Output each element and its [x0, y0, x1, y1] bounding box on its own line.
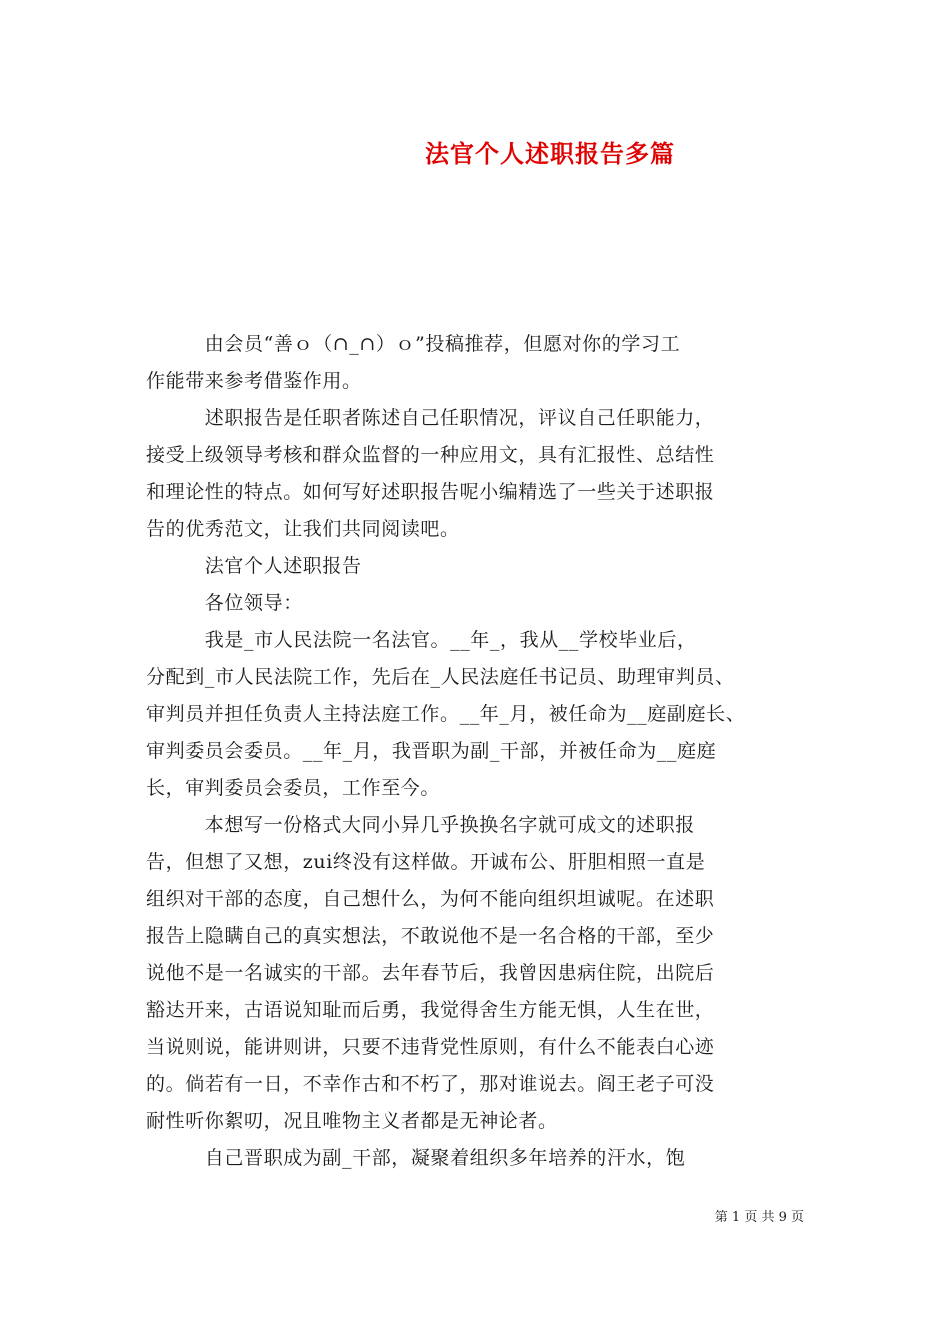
page-number-footer: 第 1 页 共 9 页 — [714, 1210, 804, 1225]
document-title: 法官个人述职报告多篇 — [425, 139, 675, 168]
body-line: 接受上级领导考核和群众监督的一种应用文，具有汇报性、总结性 — [146, 444, 715, 466]
body-line: 耐性听你絮叨，况且唯物主义者都是无神论者。 — [146, 1110, 558, 1132]
body-line: 的。倘若有一日，不幸作古和不朽了，那对谁说去。阎王老子可没 — [146, 1073, 715, 1095]
body-line: 长，审判委员会委员，工作至今。 — [146, 777, 441, 799]
body-line: 审判委员会委员。__年_月，我晋职为副_干部，并被任命为__庭庭 — [146, 740, 717, 762]
body-line: 告的优秀范文，让我们共同阅读吧。 — [146, 518, 460, 540]
body-line: 当说则说，能讲则讲，只要不违背党性原则，有什么不能表白心迹 — [146, 1036, 715, 1058]
body-line: 由会员“善ｏ（∩_∩）ｏ”投稿推荐，但愿对你的学习工 — [146, 333, 681, 355]
body-line: 告，但想了又想，zui终没有这样做。开诚布公、肝胆相照一直是 — [146, 851, 706, 873]
body-line: 说他不是一名诚实的干部。去年春节后，我曾因患病住院，出院后 — [146, 962, 715, 984]
body-line: 分配到_市人民法院工作，先后在_人民法庭任书记员、助理审判员、 — [146, 666, 735, 688]
body-line: 审判员并担任负责人主持法庭工作。__年_月，被任命为__庭副庭长、 — [146, 703, 746, 725]
body-line: 组织对干部的态度，自己想什么，为何不能向组织坦诚呢。在述职 — [146, 888, 715, 910]
body-line: 我是_市人民法院一名法官。__年_，我从__学校毕业后， — [146, 629, 697, 651]
body-line: 和理论性的特点。如何写好述职报告呢小编精选了一些关于述职报 — [146, 481, 715, 503]
document-body — [146, 326, 811, 1177]
body-line: 豁达开来，古语说知耻而后勇，我觉得舍生方能无惧，人生在世， — [146, 999, 715, 1021]
body-line: 各位领导： — [146, 592, 303, 614]
body-line: 作能带来参考借鉴作用。 — [146, 370, 362, 392]
body-line: 本想写一份格式大同小异几乎换换名字就可成文的述职报 — [146, 814, 695, 836]
body-line: 报告上隐瞒自己的真实想法，不敢说他不是一名合格的干部，至少 — [146, 925, 715, 947]
body-line: 自己晋职成为副_干部，凝聚着组织多年培养的汗水，饱 — [146, 1147, 686, 1169]
body-line: 述职报告是任职者陈述自己任职情况，评议自己任职能力， — [146, 407, 715, 429]
body-line: 法官个人述职报告 — [146, 555, 362, 577]
